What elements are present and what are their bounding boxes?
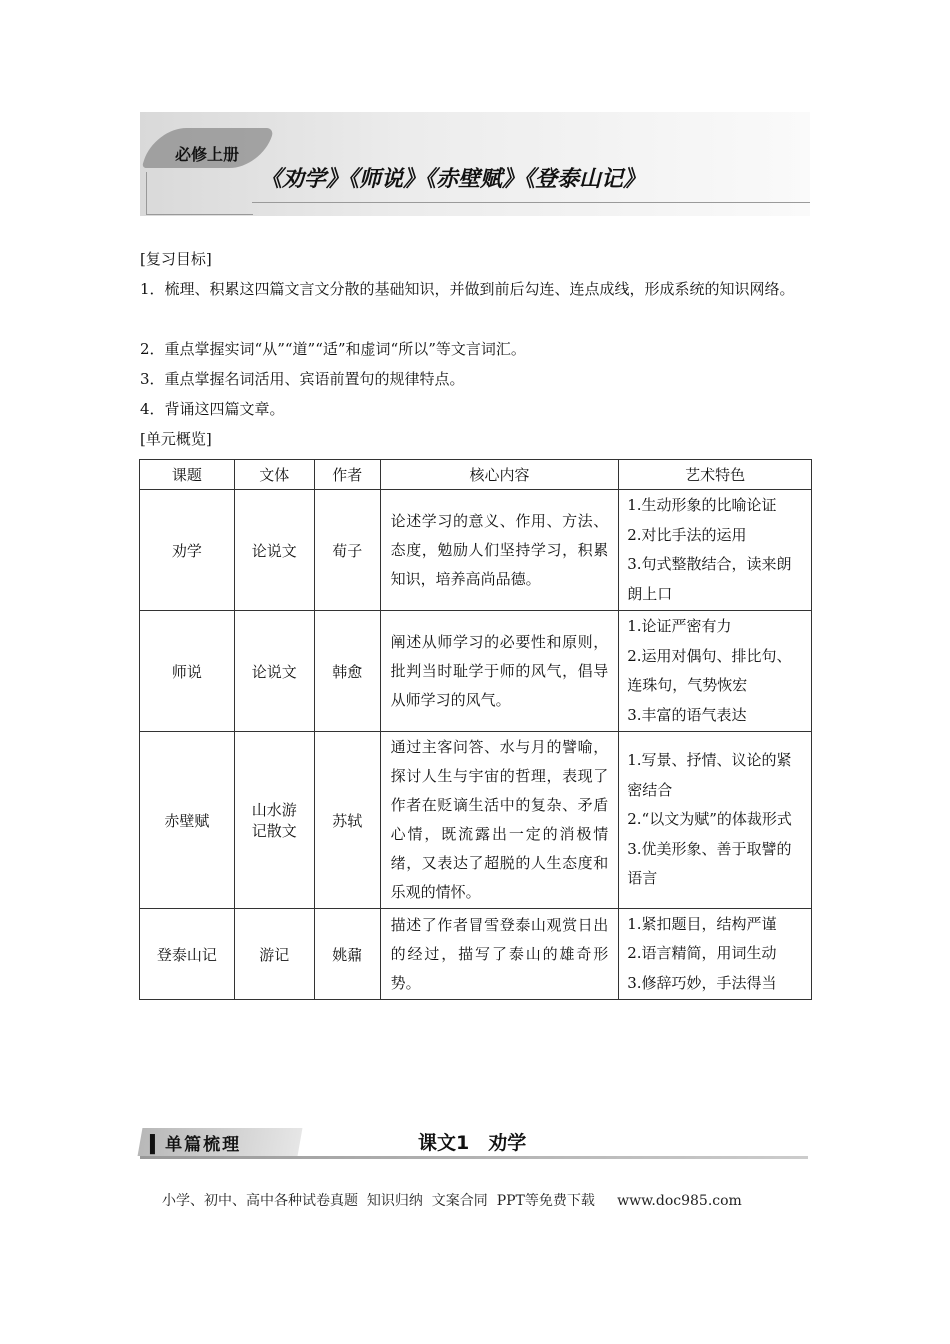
cell-title: 登泰山记	[140, 909, 235, 1000]
cell-features	[619, 909, 812, 1000]
cell-genre: 论说文	[234, 611, 314, 732]
header-frame-decoration	[146, 172, 253, 215]
review-item-3: 3．重点掌握名词活用、宾语前置句的规律特点。	[140, 370, 465, 388]
column-header: 作者	[314, 460, 380, 490]
page-footer: 小学、初中、高中各种试卷真题 知识归纳 文案合同 PPT等免费下载 www.doc985.com	[162, 1193, 742, 1209]
feature-item: 1.写景、抒情、议论的紧密结合	[627, 751, 792, 799]
cell-genre: 山水游记散文	[234, 732, 314, 909]
feature-item: 1.生动形象的比喻论证	[627, 496, 777, 514]
feature-item: 2.“以文为赋”的体裁形式	[627, 810, 792, 829]
cell-features	[619, 732, 812, 909]
feature-item: 3.句式整散结合，读来朗朗上口	[627, 555, 792, 603]
table-row	[140, 611, 812, 732]
column-header: 课题	[140, 460, 235, 490]
review-heading: [复习目标]	[140, 250, 212, 268]
cell-title: 劝学	[140, 490, 235, 611]
cell-core: 论述学习的意义、作用、方法、态度，勉励人们坚持学习，积累知识，培养高尚品德。	[380, 490, 619, 611]
feature-item: 3.优美形象、善于取譬的语言	[627, 839, 792, 888]
column-header: 艺术特色	[619, 460, 812, 490]
section-rule	[140, 1156, 808, 1159]
cell-features	[619, 490, 812, 611]
table-row	[140, 732, 812, 909]
section-banner	[140, 1120, 808, 1160]
page-title: 《劝学》《师说》《赤壁赋》《登泰山记》	[260, 167, 646, 192]
feature-item: 2.语言精简，用词生动	[627, 944, 777, 963]
cell-features	[619, 611, 812, 732]
section-title: 课文1 劝学	[418, 1132, 527, 1154]
cell-author: 姚鼐	[314, 909, 380, 1000]
table-header-row	[140, 460, 812, 490]
column-header: 核心内容	[380, 460, 619, 490]
cell-genre: 论说文	[234, 490, 314, 611]
feature-item: 3.修辞巧妙，手法得当	[627, 973, 777, 992]
header-rule	[252, 202, 810, 203]
cell-author: 韩愈	[314, 611, 380, 732]
column-header: 文体	[234, 460, 314, 490]
section-label: ▍单篇梳理	[150, 1135, 242, 1155]
cell-core: 通过主客问答、水与月的譬喻，探讨人生与宇宙的哲理，表现了作者在贬谪生活中的复杂、矛盾心情，既流露出一定的消极情绪，又表达了超脱的人生态度和乐观的情怀。	[380, 732, 619, 909]
review-item-4: 4．背诵这四篇文章。	[140, 400, 285, 418]
cell-genre: 游记	[234, 909, 314, 1000]
review-item-1: 1．梳理、积累这四篇文言文分散的基础知识，并做到前后勾连、连点成线，形成系统的知识网络。	[140, 280, 795, 298]
page-header	[140, 112, 810, 216]
cell-core: 阐述从师学习的必要性和原则，批判当时耻学于师的风气，倡导从师学习的风气。	[380, 611, 619, 732]
table-row	[140, 490, 812, 611]
cell-author: 荀子	[314, 490, 380, 611]
cell-core: 描述了作者冒雪登泰山观赏日出的经过，描写了泰山的雄奇形势。	[380, 909, 619, 1000]
cell-title: 师说	[140, 611, 235, 732]
overview-heading: [单元概览]	[140, 430, 212, 448]
cell-author: 苏轼	[314, 732, 380, 909]
feature-item: 2.对比手法的运用	[627, 525, 747, 544]
feature-item: 1.论证严密有力	[627, 617, 732, 635]
table-row	[140, 909, 812, 1000]
feature-item: 2.运用对偶句、排比句、连珠句，气势恢宏	[627, 646, 792, 694]
volume-tag: 必修上册	[175, 145, 240, 164]
feature-item: 1.紧扣题目，结构严谨	[627, 914, 777, 933]
cell-title: 赤壁赋	[140, 732, 235, 909]
feature-item: 3.丰富的语气表达	[627, 705, 747, 724]
review-item-2: 2．重点掌握实词“从”“道”“适”和虚词“所以”等文言词汇。	[140, 340, 526, 358]
overview-table	[139, 459, 812, 1000]
section-label-text: 单篇梳理	[165, 1135, 242, 1155]
